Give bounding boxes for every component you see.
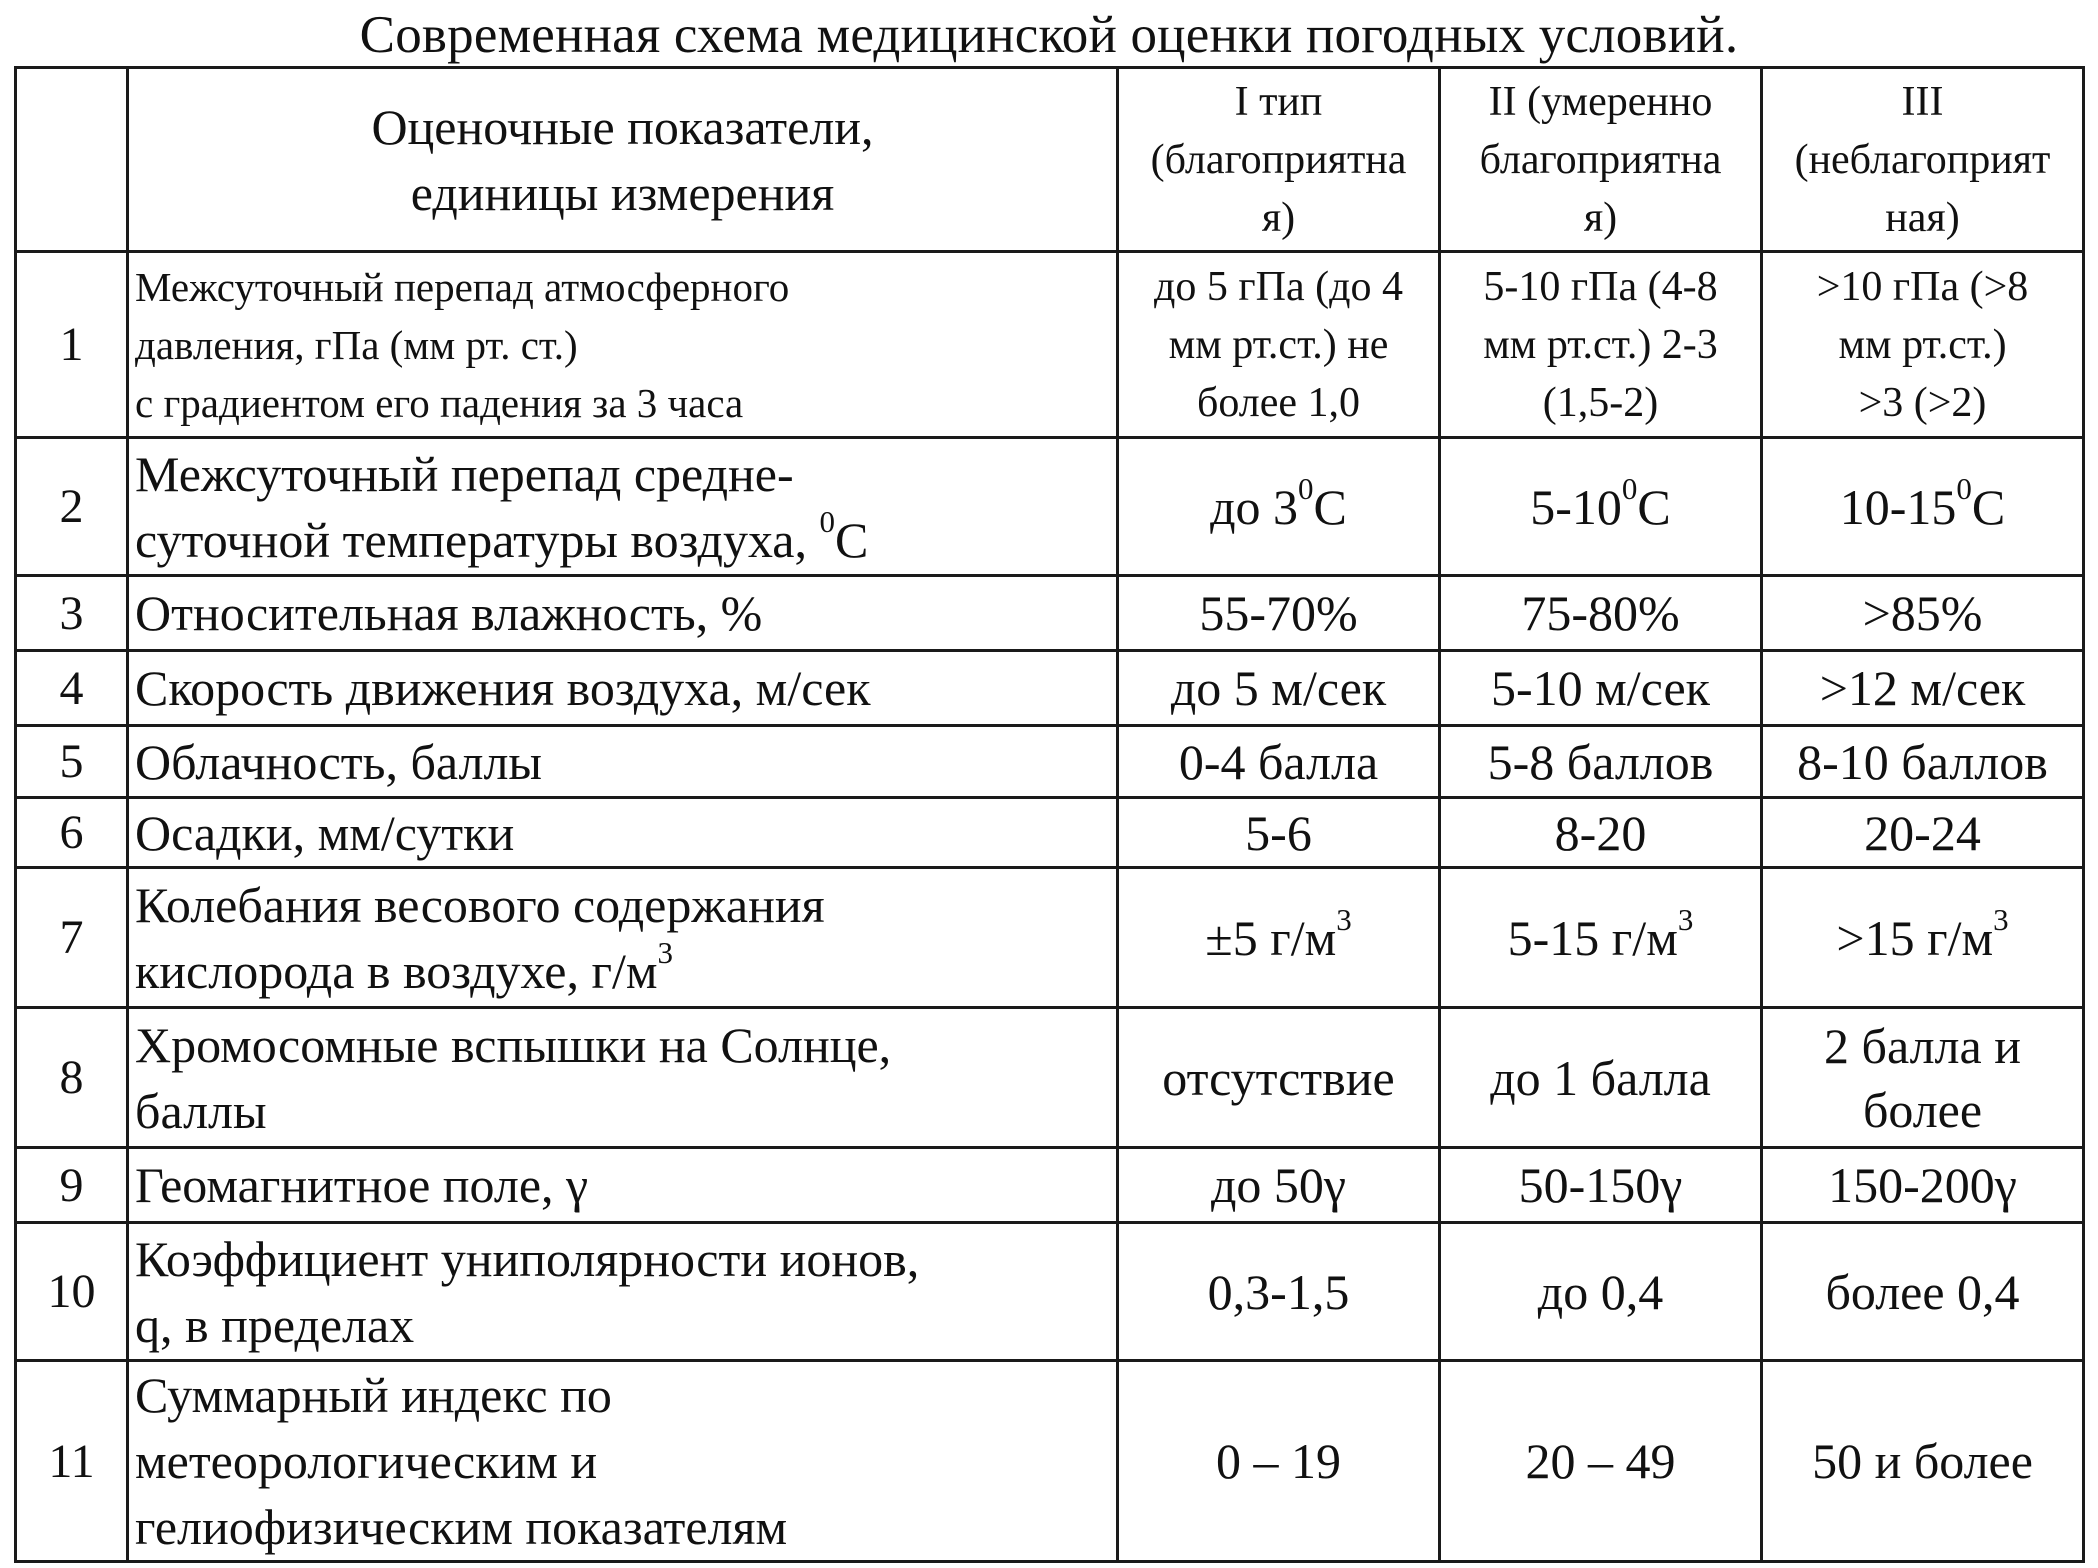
indicator-line: гелиофизическим показателям <box>135 1499 788 1555</box>
indicator-line: метеорологическим и <box>135 1433 598 1489</box>
row-number: 1 <box>16 252 128 438</box>
type1-value: 0-4 балла <box>1118 726 1440 798</box>
type2-value: до 1 балла <box>1440 1008 1762 1148</box>
value-text: 10-15 <box>1839 478 1957 535</box>
table-row <box>16 651 2084 726</box>
page-title: Современная схема медицинской оценки погодных условий. <box>359 6 1739 64</box>
type3-value: >12 м/сек <box>1762 651 2084 726</box>
type3-value <box>1762 1008 2084 1148</box>
row-number: 10 <box>16 1223 128 1361</box>
type2-value: 75-80% <box>1440 576 1762 651</box>
header-indicator-cell <box>128 68 1118 252</box>
value-line: >10 гПа (>8 <box>1816 263 2029 310</box>
value-line: (1,5-2) <box>1542 379 1659 426</box>
value-line: 2 балла и <box>1824 1017 2021 1074</box>
superscript: 3 <box>1993 901 2009 937</box>
value-line: мм рт.ст.) 2-3 <box>1483 321 1718 368</box>
table-row <box>16 1008 2084 1148</box>
indicator-cell <box>128 1223 1118 1361</box>
indicator-line: Межсуточный перепад средне- <box>135 445 794 502</box>
value-unit: С <box>1971 478 2006 535</box>
type3-value: 8-10 баллов <box>1762 726 2084 798</box>
type2-value: 50-150γ <box>1440 1148 1762 1223</box>
row-number: 8 <box>16 1008 128 1148</box>
indicator-unit: С <box>835 511 869 568</box>
value-line: более 1,0 <box>1196 379 1361 426</box>
indicator-cell <box>128 1008 1118 1148</box>
indicator-line: давления, гПа (мм рт. ст.) <box>135 321 578 368</box>
type3-value: более 0,4 <box>1762 1223 2084 1361</box>
header-type3-line: III <box>1901 78 1944 125</box>
table-row <box>16 252 2084 438</box>
value-text: >15 г/м <box>1836 909 1994 966</box>
header-num-cell <box>16 68 128 252</box>
superscript: 0 <box>1298 470 1314 506</box>
table-row <box>16 438 2084 576</box>
type1-value: 0,3-1,5 <box>1118 1223 1440 1361</box>
indicator-cell <box>128 868 1118 1008</box>
indicator-line: q, в пределах <box>135 1296 415 1353</box>
type2-value: до 0,4 <box>1440 1223 1762 1361</box>
value-line: более <box>1862 1081 1983 1138</box>
type1-value: до 50γ <box>1118 1148 1440 1223</box>
indicator-line: Межсуточный перепад атмосферного <box>135 263 790 310</box>
row-number: 11 <box>16 1361 128 1562</box>
table-row <box>16 1361 2084 1562</box>
header-type1-line: я) <box>1261 194 1296 241</box>
row-number: 2 <box>16 438 128 576</box>
header-type1-line: (благоприятна <box>1150 136 1407 183</box>
indicator-line: с градиентом его падения за 3 часа <box>135 379 744 426</box>
row-number: 3 <box>16 576 128 651</box>
indicator-cell: Скорость движения воздуха, м/сек <box>128 651 1118 726</box>
row-number: 4 <box>16 651 128 726</box>
value-line: мм рт.ст.) <box>1838 321 2007 368</box>
type1-value: 5-6 <box>1118 798 1440 868</box>
type3-value: 50 и более <box>1762 1361 2084 1562</box>
header-type2-line: II (умеренно <box>1488 78 1713 125</box>
value-line: мм рт.ст.) не <box>1168 321 1389 368</box>
type3-value <box>1762 868 2084 1008</box>
table-row <box>16 798 2084 868</box>
type3-value <box>1762 252 2084 438</box>
type2-value: 5-8 баллов <box>1440 726 1762 798</box>
indicator-line: Хромосомные вспышки на Солнце, <box>135 1016 892 1073</box>
header-type2-line: благоприятна <box>1479 136 1722 183</box>
row-number: 9 <box>16 1148 128 1223</box>
value-unit: С <box>1637 478 1671 535</box>
header-type1-cell <box>1118 68 1440 252</box>
superscript: 0 <box>819 503 835 539</box>
table-row <box>16 576 2084 651</box>
indicator-text: суточной температуры воздуха, <box>135 511 820 568</box>
indicator-cell: Осадки, мм/сутки <box>128 798 1118 868</box>
type2-value <box>1440 868 1762 1008</box>
type2-value: 20 – 49 <box>1440 1361 1762 1562</box>
row-number: 7 <box>16 868 128 1008</box>
indicator-line: Коэффициент униполярности ионов, <box>135 1230 920 1287</box>
value-text: 5-10 <box>1530 478 1622 535</box>
indicator-cell: Относительная влажность, % <box>128 576 1118 651</box>
superscript: 3 <box>657 934 674 970</box>
header-type2-line: я) <box>1583 194 1618 241</box>
indicator-line: баллы <box>135 1082 267 1139</box>
value-line: до 5 гПа (до 4 <box>1154 263 1403 310</box>
superscript: 3 <box>1677 901 1694 937</box>
indicator-cell: Геомагнитное поле, γ <box>128 1148 1118 1223</box>
value-text: ±5 г/м <box>1205 909 1337 966</box>
indicator-line: Суммарный индекс по <box>135 1367 612 1423</box>
indicator-cell: Облачность, баллы <box>128 726 1118 798</box>
table-row <box>16 1223 2084 1361</box>
type1-value: 0 – 19 <box>1118 1361 1440 1562</box>
table-row <box>16 868 2084 1008</box>
header-type1-line: I тип <box>1234 78 1323 125</box>
type1-value: до 5 м/сек <box>1118 651 1440 726</box>
table-row <box>16 726 2084 798</box>
indicator-cell <box>128 252 1118 438</box>
indicator-line <box>135 934 1110 1004</box>
indicator-text: кислорода в воздухе, г/м <box>135 942 658 999</box>
superscript: 3 <box>1336 901 1352 937</box>
row-number: 5 <box>16 726 128 798</box>
value-text: 5-15 г/м <box>1507 909 1678 966</box>
value-line: 5-10 гПа (4-8 <box>1483 263 1718 310</box>
indicator-cell <box>128 1361 1118 1562</box>
type2-value <box>1440 252 1762 438</box>
superscript: 0 <box>1621 470 1638 506</box>
type3-value: 150-200γ <box>1762 1148 2084 1223</box>
type1-value: 55-70% <box>1118 576 1440 651</box>
header-type3-line: ная) <box>1885 194 1960 241</box>
type3-value: 20-24 <box>1762 798 2084 868</box>
type1-value <box>1118 438 1440 576</box>
type3-value <box>1762 438 2084 576</box>
value-line: >3 (>2) <box>1858 379 1987 426</box>
header-type2-cell <box>1440 68 1762 252</box>
value-text: до 3 <box>1210 478 1299 535</box>
type2-value: 8-20 <box>1440 798 1762 868</box>
indicator-cell <box>128 438 1118 576</box>
header-type3-line: (неблагоприят <box>1794 136 2051 183</box>
indicator-line: Колебания весового содержания <box>135 876 825 933</box>
table-header-row <box>16 68 2084 252</box>
type1-value: отсутствие <box>1118 1008 1440 1148</box>
type2-value: 5-10 м/сек <box>1440 651 1762 726</box>
header-indicator-line: единицы измерения <box>410 164 835 221</box>
header-indicator-line: Оценочные показатели, <box>371 98 874 155</box>
type1-value <box>1118 252 1440 438</box>
weather-assessment-table <box>14 66 2085 1563</box>
header-type3-cell <box>1762 68 2084 252</box>
row-number: 6 <box>16 798 128 868</box>
value-unit: С <box>1313 478 1347 535</box>
table-row <box>16 1148 2084 1223</box>
superscript: 0 <box>1956 470 1972 506</box>
type2-value <box>1440 438 1762 576</box>
indicator-line <box>135 503 1110 573</box>
type3-value: >85% <box>1762 576 2084 651</box>
type1-value <box>1118 868 1440 1008</box>
